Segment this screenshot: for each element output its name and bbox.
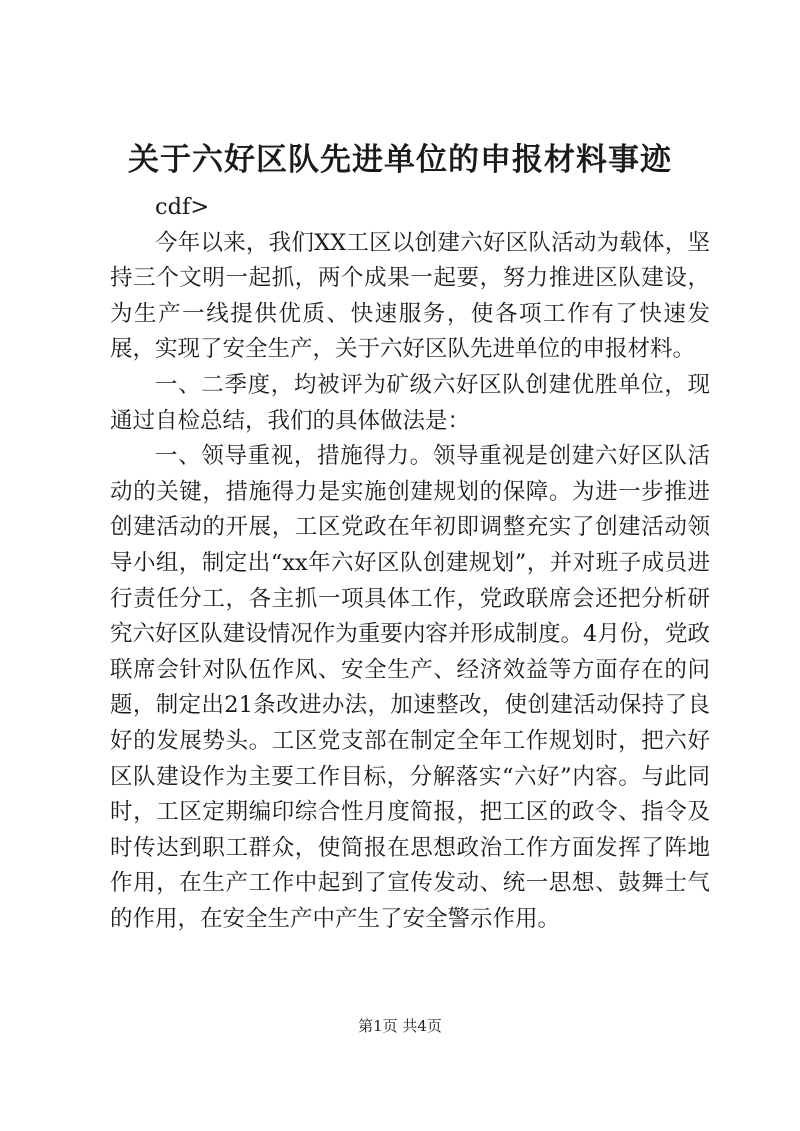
paragraph-quarters: 一、二季度，均被评为矿级六好区队创建优胜单位，现通过自检总结，我们的具体做法是： [110, 371, 710, 434]
page-footer: 第1页 共4页 [358, 1017, 442, 1035]
paragraph-leadership: 一、领导重视，措施得力。领导重视是创建六好区队活动的关键，措施得力是实施创建规划的保障。为进一步推进创建活动的开展，工区党政在年初即调整充实了创建活动领导小组，制定出“xx年六好区队创建规划”，并对班子成员进行责任分工，各主抓一项具体工作，党政联席会还把分析研究六好区队建设情况作为重要内容并形成制度。4月份，党政联席会针对队伍作风、安全生产、经济效益等方面存在的问题，制定出21条改进办法，加速整改，使创建活动保持了良好的发展势头。工区党支部在制定全年工作规划时，把六好区队建设作为主要工作目标，分解落实“六好”内容。与此同时，工区定期编印综合性月度简报，把工区的政令、指令及时传达到职工群众，使简报在思想政治工作方面发挥了阵地作用，在生产工作中起到了宣传发动、统一思想、鼓舞士气的作用，在安全生产中产生了安全警示作用。 [110, 443, 710, 932]
paragraph-header-fragment: cdf> [155, 194, 210, 220]
document-body [110, 190, 710, 937]
paragraph-intro: 今年以来，我们XX工区以创建六好区队活动为载体，坚持三个文明一起抓，两个成果一起要，努力推进区队建设，为生产一线提供优质、快速服务，使各项工作有了快速发展，实现了安全生产，关于六好区队先进单位的申报材料。 [110, 229, 710, 363]
document-title: 关于六好区队先进单位的申报材料事迹 [128, 142, 672, 178]
